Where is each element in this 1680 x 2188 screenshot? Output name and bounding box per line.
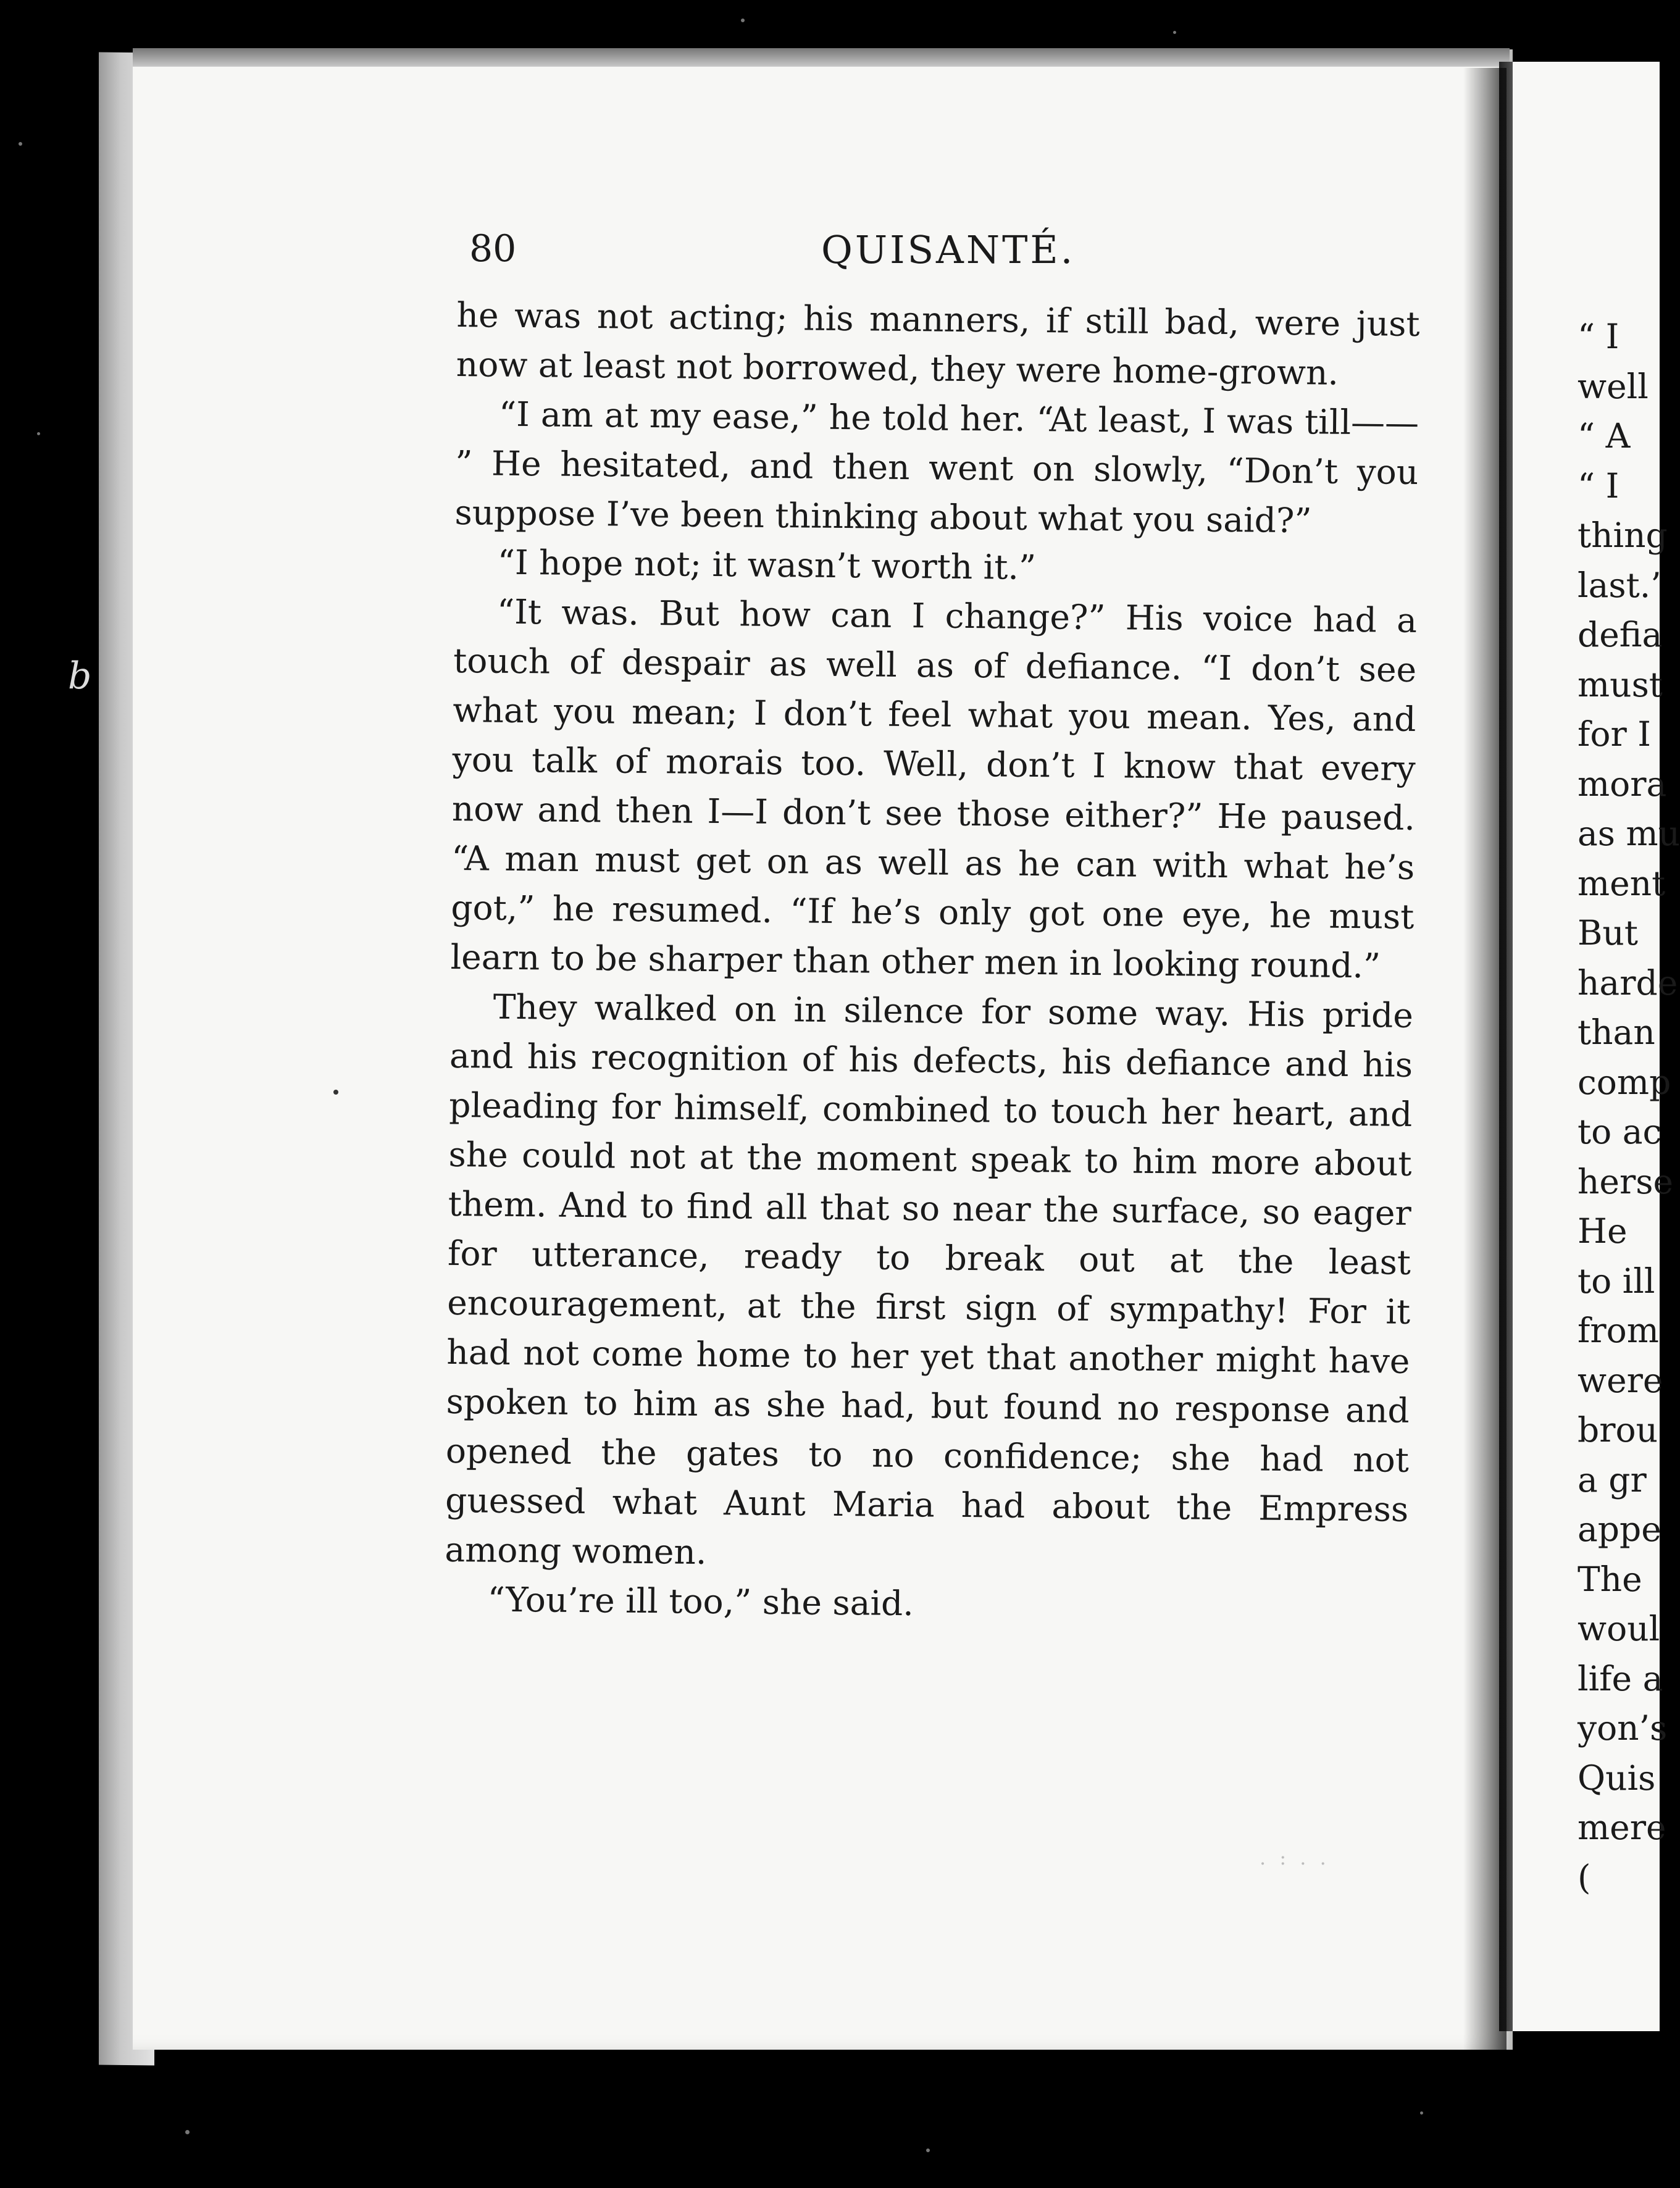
right-line: “ I [1578, 466, 1619, 506]
right-line: for I [1578, 714, 1651, 754]
right-line: Quis [1578, 1758, 1656, 1798]
right-line: ment [1578, 863, 1666, 903]
right-line: life a [1578, 1658, 1663, 1698]
right-line: The [1578, 1559, 1642, 1599]
running-head [469, 222, 1420, 272]
right-line: from [1578, 1311, 1659, 1350]
right-line: appe [1578, 1509, 1661, 1549]
right-line: mora [1578, 764, 1667, 804]
right-line: were [1578, 1360, 1663, 1400]
right-line: than [1578, 1013, 1655, 1052]
scan-dust [185, 2130, 190, 2134]
right-line: “ I [1578, 317, 1619, 356]
book-gutter [1463, 68, 1507, 2056]
scan-dust [741, 19, 745, 22]
right-line: woul [1578, 1609, 1660, 1648]
right-line: defia [1578, 615, 1663, 654]
faint-marks: . : . . [1260, 1846, 1330, 1869]
right-line: harde [1578, 962, 1678, 1003]
right-line: mere [1578, 1808, 1666, 1847]
right-line: herse [1578, 1161, 1674, 1201]
scan-dust [1420, 2111, 1423, 2115]
body-text [444, 290, 1420, 1633]
margin-mark: b [68, 654, 92, 698]
paragraph: “It was. But how can I change?” His voice had a touch of despair as well as of defiance. “I don’t see what you mean; I don’t feel what you mean. Yes, and you talk of morais too. Well, don’t I know that every now and then I—I don’t see those either?” He paused. “A man must get on as well as he can with what he’s got,” he resumed. “If he’s only got one eye, he must learn to be sharper than other men in looking round.” [450, 591, 1418, 986]
right-line: comp [1578, 1062, 1671, 1102]
page-number: 80 [469, 227, 517, 270]
right-line: But [1578, 913, 1638, 953]
right-line: well [1578, 366, 1649, 406]
ink-dot [333, 1090, 338, 1095]
paragraph: he was not acting; his manners, if still bad, were just now at least not borrowed, they were home-grown. [456, 294, 1420, 393]
right-page-text [1578, 312, 1680, 1902]
right-line: to ac [1578, 1112, 1662, 1151]
right-line: He [1578, 1211, 1628, 1251]
right-line: brou [1578, 1410, 1658, 1450]
right-line: ( [1578, 1857, 1591, 1897]
right-line: as mu [1578, 814, 1680, 853]
paragraph: “You’re ill too,” she said. [487, 1579, 914, 1624]
running-title: QUISANTÉ. [821, 227, 1076, 272]
right-line: a gr [1578, 1459, 1647, 1500]
book-top-edge [133, 48, 1510, 67]
right-line: thing [1578, 516, 1668, 555]
right-line: must [1578, 664, 1663, 704]
scan-dust [1173, 31, 1176, 34]
paragraph: “I hope not; it wasn’t worth it.” [497, 542, 1037, 588]
right-line: last.’ [1578, 565, 1661, 605]
paragraph: “I am at my ease,” he told her. “At least, I was till—— ” He hesitated, and then went on slowly, “Don’t you suppose I’ve been thinking about what you said?” [454, 394, 1419, 541]
paragraph: They walked on in silence for some way. His pride and his recognition of his defects, his defiance and his pleading for himself, combined to touch her heart, and she could not at the moment speak to him more about them. And to find all that so near the surface, so eager for utterance, ready to break out at the least encouragement, at the first sign of sympathy! For it had not come home to her yet that another might have spoken to him as she had, but found no response and opened the gates to no confidence; she had not guessed what Aunt Maria had about the Empress among women. [445, 987, 1414, 1572]
scan-dust [37, 432, 40, 435]
right-line: “ A [1578, 416, 1631, 456]
scan-dust [19, 142, 22, 146]
scan-dust [926, 2148, 930, 2152]
right-line: yon’s [1578, 1708, 1668, 1748]
right-line: to ill [1578, 1261, 1655, 1301]
